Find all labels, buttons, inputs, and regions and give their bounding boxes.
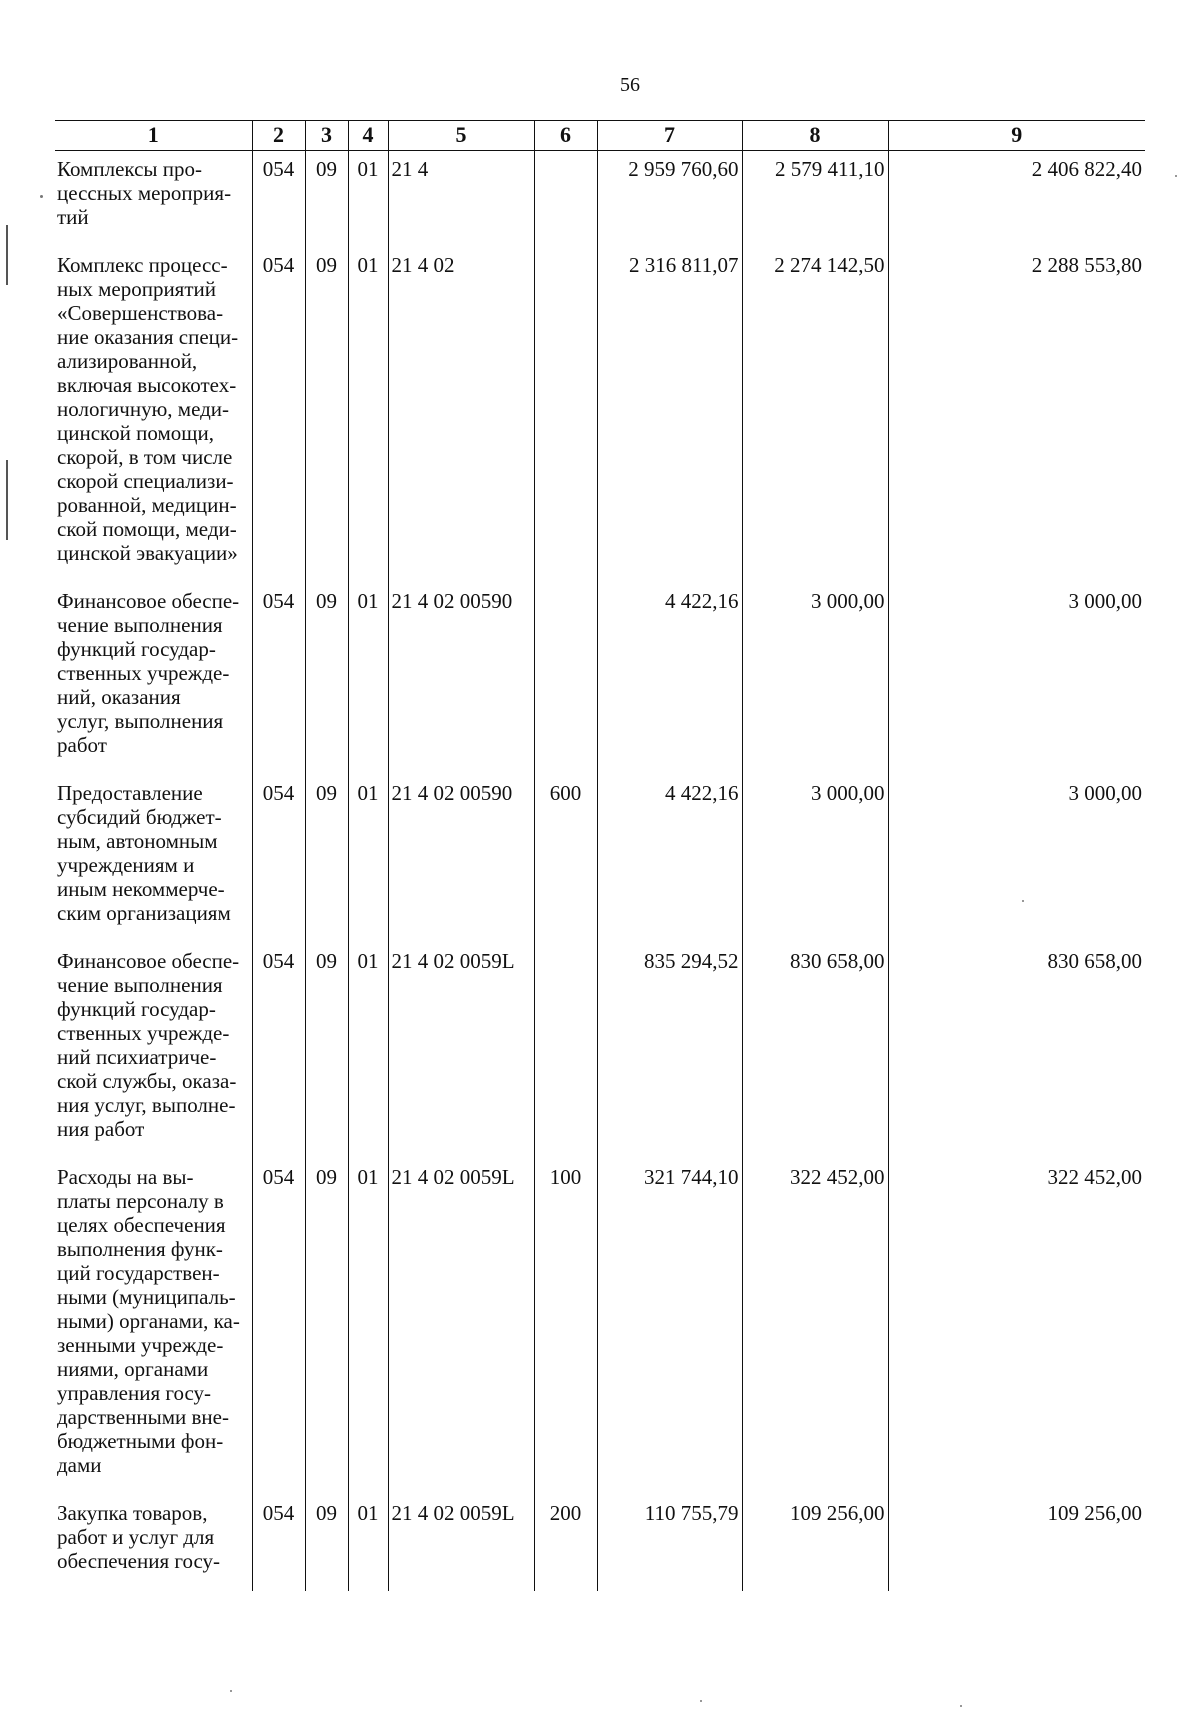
section-cell: 09 [305, 943, 348, 1159]
column-header-8: 8 [742, 121, 888, 151]
amount-cell-8: 3 000,00 [742, 775, 888, 943]
column-header-4: 4 [348, 121, 388, 151]
table-row [55, 151, 1145, 248]
table-header [55, 121, 1145, 151]
section-cell: 09 [305, 583, 348, 775]
scan-speck [1175, 175, 1177, 177]
target-article-cell: 21 4 02 00590 [388, 775, 534, 943]
amount-cell-7: 2 959 760,60 [597, 151, 742, 248]
amount-cell-8: 830 658,00 [742, 943, 888, 1159]
table-row [55, 775, 1145, 943]
table-row [55, 1159, 1145, 1495]
code-cell: 054 [252, 583, 305, 775]
scan-speck [40, 195, 43, 198]
amount-cell-9: 3 000,00 [888, 583, 1145, 775]
expense-type-cell: 200 [534, 1495, 597, 1591]
column-header-7: 7 [597, 121, 742, 151]
scan-edge-mark [6, 225, 8, 285]
section-cell: 09 [305, 247, 348, 583]
column-header-3: 3 [305, 121, 348, 151]
amount-cell-9: 830 658,00 [888, 943, 1145, 1159]
scan-edge-mark [6, 460, 8, 540]
scan-speck [1022, 900, 1024, 902]
subsection-cell: 01 [348, 775, 388, 943]
amount-cell-8: 322 452,00 [742, 1159, 888, 1495]
section-cell: 09 [305, 775, 348, 943]
section-cell: 09 [305, 1159, 348, 1495]
table-row [55, 943, 1145, 1159]
subsection-cell: 01 [348, 943, 388, 1159]
target-article-cell: 21 4 02 0059L [388, 1159, 534, 1495]
code-cell: 054 [252, 1159, 305, 1495]
amount-cell-8: 2 274 142,50 [742, 247, 888, 583]
target-article-cell: 21 4 02 0059L [388, 1495, 534, 1591]
code-cell: 054 [252, 151, 305, 248]
column-header-6: 6 [534, 121, 597, 151]
target-article-cell: 21 4 02 0059L [388, 943, 534, 1159]
section-cell: 09 [305, 1495, 348, 1591]
subsection-cell: 01 [348, 247, 388, 583]
column-header-2: 2 [252, 121, 305, 151]
amount-cell-8: 2 579 411,10 [742, 151, 888, 248]
expense-type-cell: 100 [534, 1159, 597, 1495]
amount-cell-9: 2 288 553,80 [888, 247, 1145, 583]
subsection-cell: 01 [348, 1159, 388, 1495]
row-name: Финансовое обеспе- чение выполнения функций государ- ственных учрежде- ний, оказания услуг, выполнения работ [57, 589, 240, 757]
amount-cell-8: 3 000,00 [742, 583, 888, 775]
row-name: Комплекс процесс- ных мероприятий «Совершенствова- ние оказания специ- ализированной, включая высокотех- нологичную, меди- цинской помощи, скорой, в том числе скорой специализи- рованной, медицин- ской помощи, меди- цинской эвакуации» [57, 253, 239, 565]
code-cell: 054 [252, 943, 305, 1159]
amount-cell-7: 4 422,16 [597, 583, 742, 775]
target-article-cell: 21 4 02 [388, 247, 534, 583]
amount-cell-9: 322 452,00 [888, 1159, 1145, 1495]
table-row [55, 583, 1145, 775]
amount-cell-9: 2 406 822,40 [888, 151, 1145, 248]
expense-type-cell [534, 151, 597, 248]
code-cell: 054 [252, 775, 305, 943]
column-header-9: 9 [888, 121, 1145, 151]
section-cell: 09 [305, 151, 348, 248]
row-name: Финансовое обеспе- чение выполнения функций государ- ственных учрежде- ний психиатриче- ской службы, оказа- ния услуг, выполне- ния работ [57, 949, 240, 1141]
expense-type-cell [534, 247, 597, 583]
header-row [55, 121, 1145, 151]
row-name: Расходы на вы- платы персоналу в целях обеспечения выполнения функ- ций государствен- ными (муниципаль- ными) органами, ка- зенными учрежде- ниями, органами управления госу- дарственными вне- бюджетными фон- дами [57, 1165, 240, 1477]
subsection-cell: 01 [348, 583, 388, 775]
amount-cell-7: 321 744,10 [597, 1159, 742, 1495]
amount-cell-7: 4 422,16 [597, 775, 742, 943]
amount-cell-9: 3 000,00 [888, 775, 1145, 943]
subsection-cell: 01 [348, 1495, 388, 1591]
scan-speck [960, 1705, 962, 1707]
table-row [55, 1495, 1145, 1591]
column-header-5: 5 [388, 121, 534, 151]
target-article-cell: 21 4 [388, 151, 534, 248]
amount-cell-7: 2 316 811,07 [597, 247, 742, 583]
expense-type-cell [534, 943, 597, 1159]
column-header-1: 1 [55, 121, 252, 151]
scan-speck [230, 1690, 232, 1692]
expense-type-cell [534, 583, 597, 775]
row-name: Закупка товаров, работ и услуг для обеспечения госу- [57, 1501, 221, 1573]
row-name: Комплексы про- цессных мероприя- тий [57, 157, 232, 229]
code-cell: 054 [252, 1495, 305, 1591]
expense-type-cell: 600 [534, 775, 597, 943]
target-article-cell: 21 4 02 00590 [388, 583, 534, 775]
amount-cell-9: 109 256,00 [888, 1495, 1145, 1591]
code-cell: 054 [252, 247, 305, 583]
row-name: Предоставление субсидий бюджет- ным, автономным учреждениям и иным некоммерче- ским организациям [57, 781, 231, 925]
table-row [55, 247, 1145, 583]
amount-cell-7: 110 755,79 [597, 1495, 742, 1591]
scan-speck [700, 1700, 702, 1702]
page-number: 56 [620, 74, 640, 96]
amount-cell-8: 109 256,00 [742, 1495, 888, 1591]
amount-cell-7: 835 294,52 [597, 943, 742, 1159]
budget-table [55, 120, 1145, 1591]
table-body [55, 151, 1145, 1592]
subsection-cell: 01 [348, 151, 388, 248]
